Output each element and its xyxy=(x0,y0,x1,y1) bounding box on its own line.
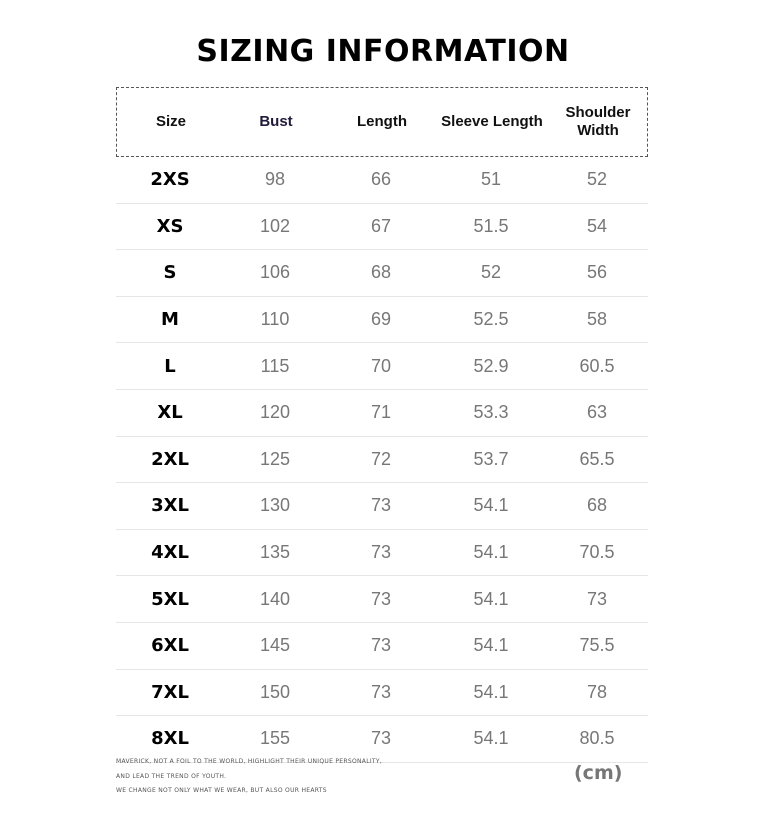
table-row xyxy=(116,343,648,390)
table-body xyxy=(116,157,648,763)
table-row xyxy=(116,576,648,623)
unit-label: (cm) xyxy=(574,762,623,784)
cell-size: XS xyxy=(156,215,184,237)
cell-length: 73 xyxy=(370,588,392,609)
table-row xyxy=(116,204,648,251)
cell-shoulder-width: 68 xyxy=(586,495,608,516)
cell-sleeve-length: 54.1 xyxy=(473,588,509,609)
header-size: Size xyxy=(155,113,186,130)
cell-sleeve-length: 54.1 xyxy=(473,681,509,702)
cell-size: 2XL xyxy=(151,448,189,470)
cell-sleeve-length: 52 xyxy=(480,262,502,283)
header-shoulder-width-line1: Shoulder xyxy=(565,104,631,121)
cell-bust: 130 xyxy=(259,495,291,516)
cell-bust: 102 xyxy=(259,215,291,236)
footnote-line: AND LEAD THE TREND OF YOUTH. xyxy=(116,772,227,780)
cell-shoulder-width: 52 xyxy=(586,169,608,190)
cell-length: 73 xyxy=(370,728,392,749)
cell-shoulder-width: 60.5 xyxy=(579,355,615,376)
table-row xyxy=(116,390,648,437)
cell-shoulder-width: 70.5 xyxy=(579,542,615,563)
cell-shoulder-width: 56 xyxy=(586,262,608,283)
sizing-table xyxy=(116,87,648,763)
cell-size: S xyxy=(163,262,177,284)
cell-sleeve-length: 51.5 xyxy=(473,215,509,236)
cell-sleeve-length: 54.1 xyxy=(473,495,509,516)
cell-size: 8XL xyxy=(151,728,189,750)
header-sleeve-length: Sleeve Length xyxy=(441,113,543,130)
table-row xyxy=(116,530,648,577)
table-row xyxy=(116,437,648,484)
table-row xyxy=(116,250,648,297)
cell-bust: 125 xyxy=(259,448,291,469)
cell-size: XL xyxy=(157,402,183,424)
cell-size: 6XL xyxy=(151,635,189,657)
cell-shoulder-width: 63 xyxy=(586,402,608,423)
table-row xyxy=(116,483,648,530)
cell-sleeve-length: 54.1 xyxy=(473,635,509,656)
cell-length: 73 xyxy=(370,681,392,702)
table-row xyxy=(116,157,648,204)
cell-bust: 155 xyxy=(259,728,291,749)
cell-length: 73 xyxy=(370,495,392,516)
cell-length: 72 xyxy=(370,448,392,469)
cell-size: 5XL xyxy=(151,588,189,610)
header-bust: Bust xyxy=(259,113,293,130)
cell-sleeve-length: 54.1 xyxy=(473,542,509,563)
cell-length: 73 xyxy=(370,542,392,563)
cell-size: 4XL xyxy=(151,542,189,564)
cell-sleeve-length: 53.7 xyxy=(473,448,509,469)
header-shoulder-width-line2: Width xyxy=(577,122,619,139)
cell-sleeve-length: 54.1 xyxy=(473,728,509,749)
table-row xyxy=(116,670,648,717)
cell-length: 70 xyxy=(370,355,392,376)
table-header xyxy=(116,87,648,157)
cell-bust: 120 xyxy=(259,402,291,423)
footnotes xyxy=(116,755,446,799)
cell-size: 3XL xyxy=(151,495,189,517)
cell-bust: 98 xyxy=(264,169,286,190)
cell-shoulder-width: 65.5 xyxy=(579,448,615,469)
table-row xyxy=(116,623,648,670)
cell-sleeve-length: 52.5 xyxy=(473,309,509,330)
cell-bust: 145 xyxy=(259,635,291,656)
header-shoulder-width xyxy=(548,88,648,156)
cell-size: L xyxy=(164,355,176,377)
cell-sleeve-length: 52.9 xyxy=(473,355,509,376)
footnote-line: WE CHANGE NOT ONLY WHAT WE WEAR, BUT ALSO OUR HEARTS xyxy=(116,787,327,794)
cell-bust: 115 xyxy=(260,355,290,376)
cell-shoulder-width: 75.5 xyxy=(579,635,615,656)
cell-size: 7XL xyxy=(151,681,189,703)
cell-length: 73 xyxy=(370,635,392,656)
cell-shoulder-width: 73 xyxy=(586,588,608,609)
cell-shoulder-width: 54 xyxy=(586,215,608,236)
footnote-line: MAVERICK, NOT A FOIL TO THE WORLD, HIGHLIGHT THEIR UNIQUE PERSONALITY, xyxy=(116,758,383,765)
cell-length: 69 xyxy=(370,309,392,330)
cell-bust: 135 xyxy=(259,542,291,563)
cell-shoulder-width: 80.5 xyxy=(579,728,615,749)
cell-length: 68 xyxy=(370,262,392,283)
cell-shoulder-width: 58 xyxy=(586,309,608,330)
page-title: SIZING INFORMATION xyxy=(196,34,570,69)
cell-bust: 110 xyxy=(260,309,290,330)
cell-bust: 140 xyxy=(259,588,291,609)
cell-sleeve-length: 53.3 xyxy=(473,402,509,423)
cell-length: 71 xyxy=(370,402,392,423)
cell-sleeve-length: 51 xyxy=(480,169,502,190)
table-row xyxy=(116,297,648,344)
cell-size: 2XS xyxy=(150,169,190,191)
cell-size: M xyxy=(161,309,179,331)
cell-bust: 106 xyxy=(259,262,291,283)
header-length: Length xyxy=(357,113,407,130)
cell-bust: 150 xyxy=(259,681,291,702)
cell-length: 67 xyxy=(370,215,392,236)
cell-shoulder-width: 78 xyxy=(586,681,608,702)
cell-length: 66 xyxy=(370,169,392,190)
